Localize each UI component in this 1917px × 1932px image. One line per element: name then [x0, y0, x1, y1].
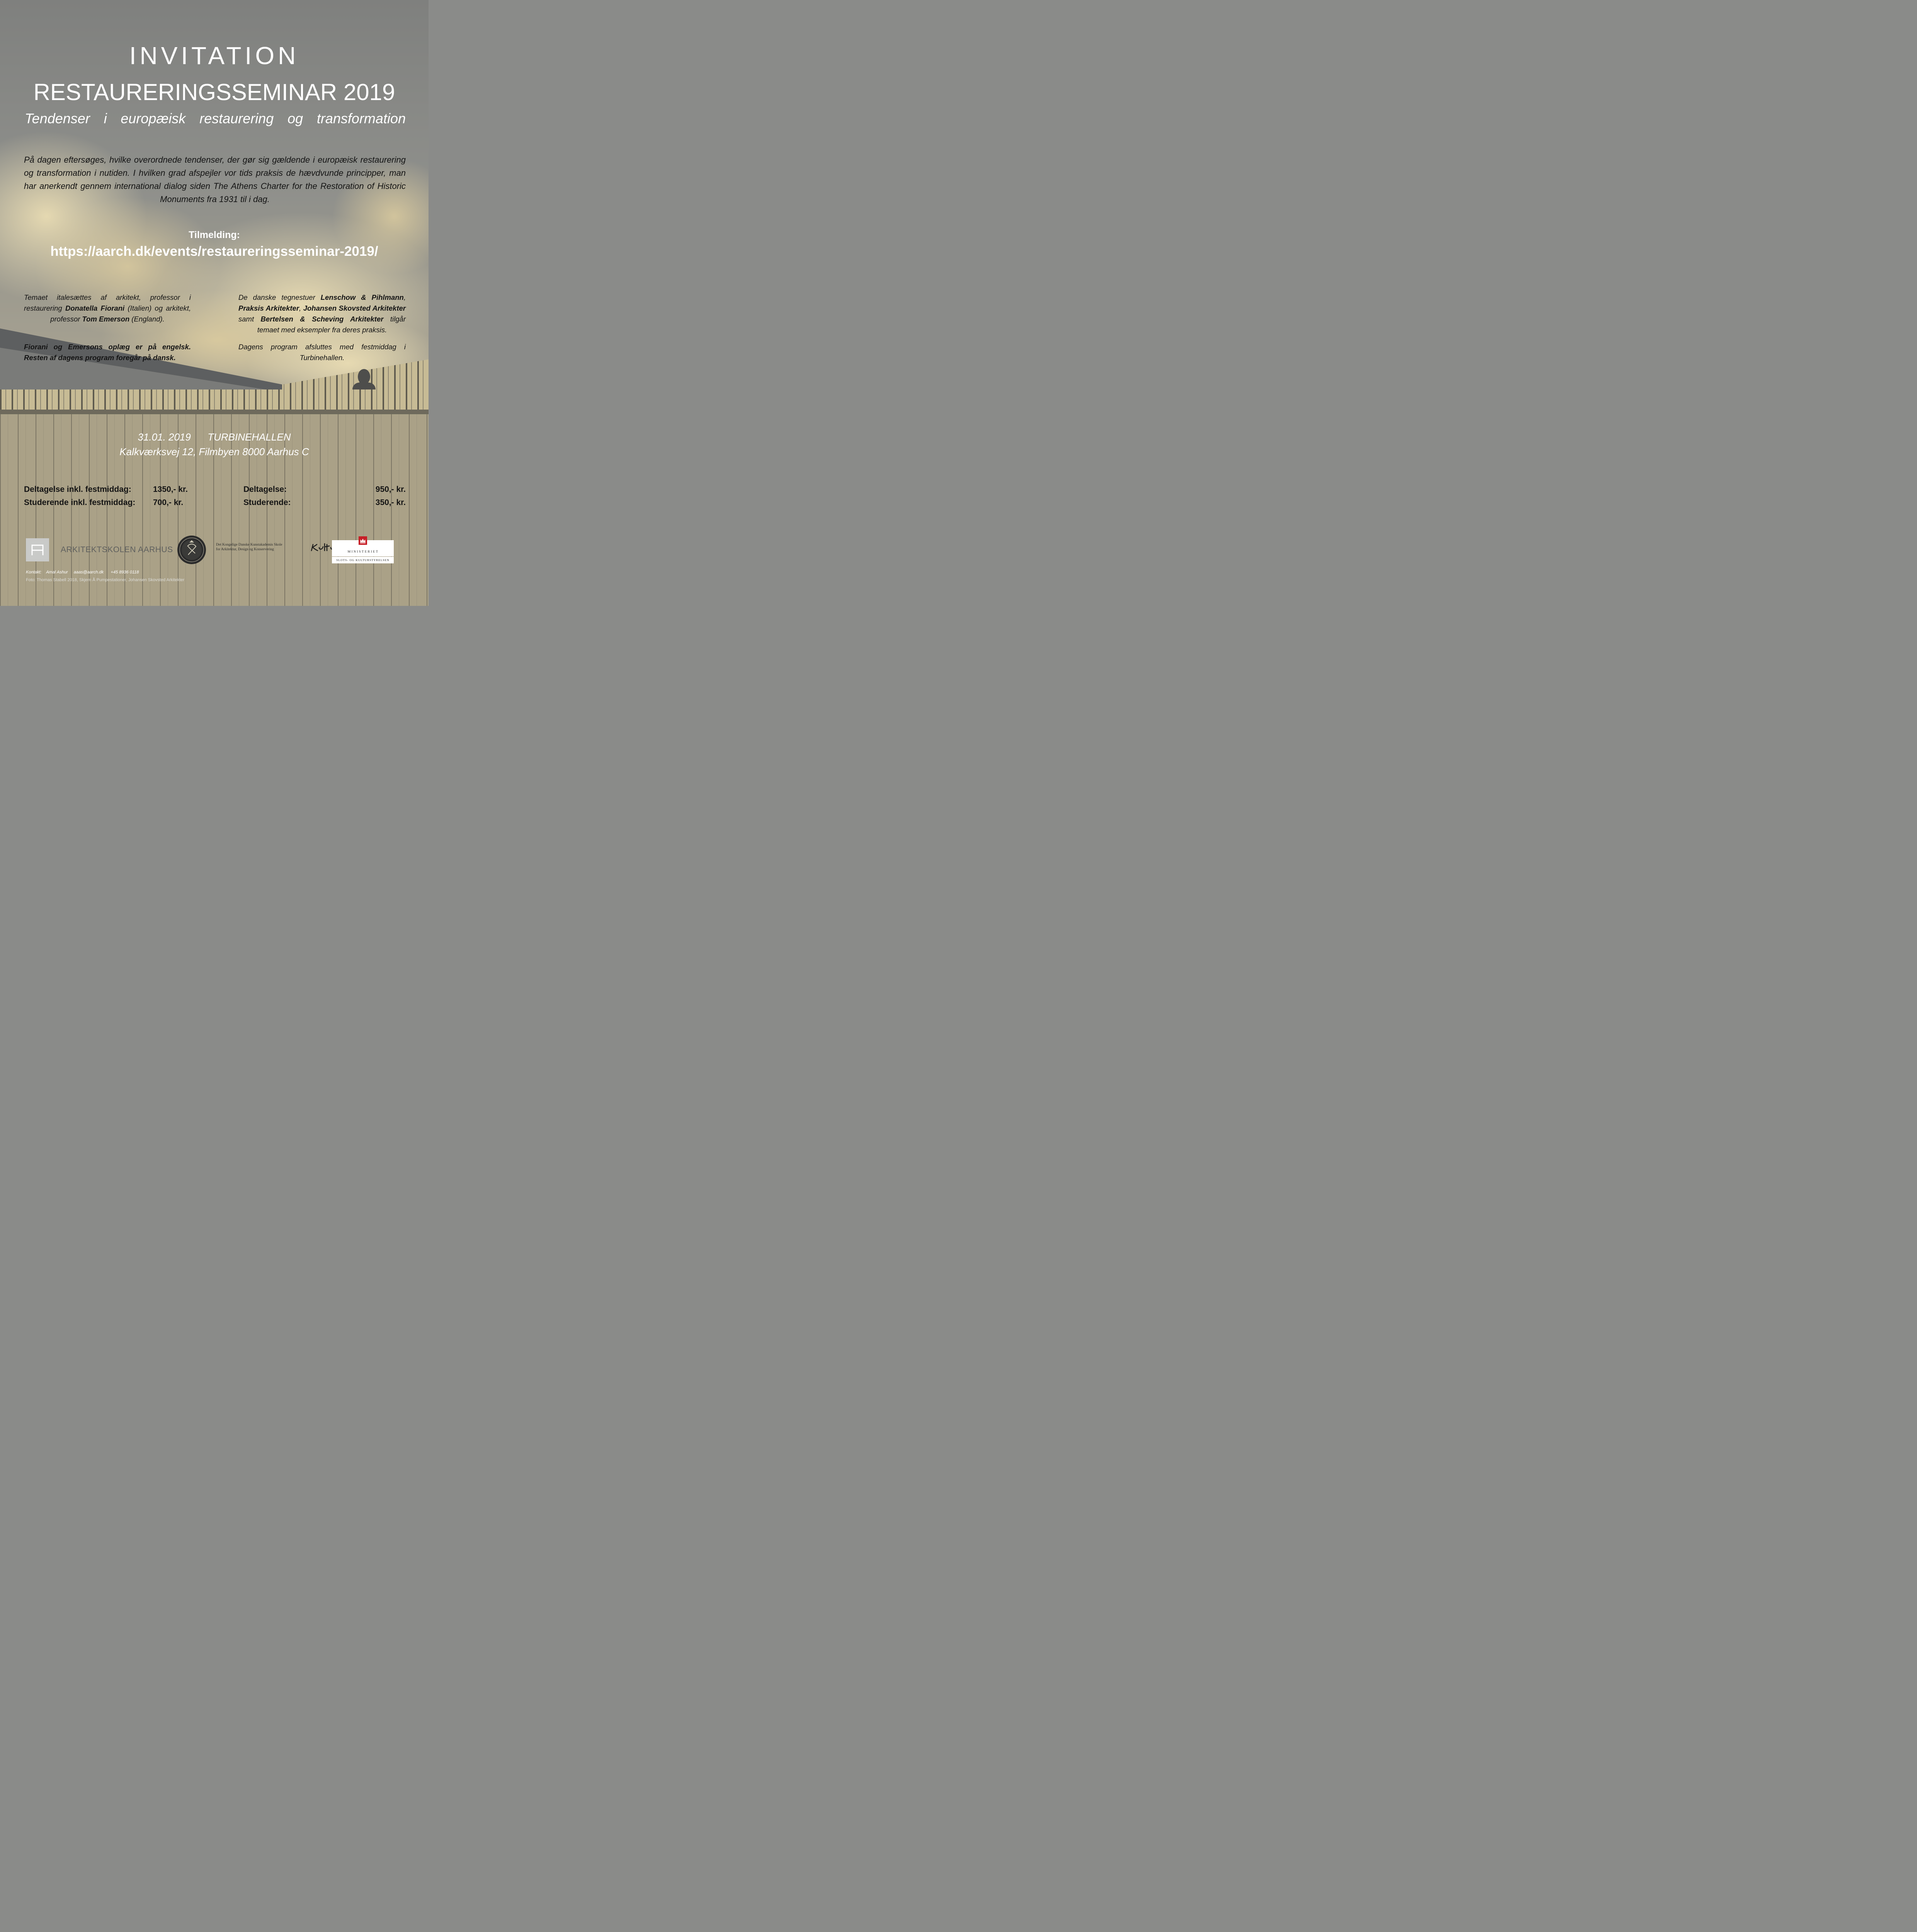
price-value: 700,- kr.: [153, 498, 184, 507]
invitation-heading: INVITATION: [129, 42, 299, 70]
event-date-line: [0, 430, 429, 444]
price-label: Deltagelse inkl. festmiddag:: [24, 485, 131, 494]
speakers-paragraph: [24, 292, 191, 325]
firm-name: Lenschow & Pihlmann: [320, 293, 404, 301]
crown-glyph-icon: [359, 536, 367, 545]
prices-without-dinner: [243, 483, 406, 509]
academy-name-line: Det Kongelige Danske Kunstakademis Skole: [216, 543, 282, 547]
price-label: Deltagelse:: [243, 485, 287, 494]
photo-credit: Foto: Thomas Stabell 2018, Skjern Å Pumpestationer, Johansen Skovsted Arkitekter: [26, 578, 185, 582]
firms-text: tilgår temaet med eksempler fra deres praksis.: [257, 315, 406, 334]
intro-paragraph: På dagen eftersøges, hvilke overordnede tendenser, der gør sig gældende i europæisk restaurering og transformation i nutiden. I hvilken grad afspejler vor tids praksis de hævdvunde principper, man har anerkendt gennem international dialog siden The Athens Charter for the Restoration of Historic Monuments fra 1931 til i dag.: [24, 155, 406, 204]
prices-with-dinner: [24, 483, 217, 509]
event-address: Kalkværksvej 12, Filmbyen 8000 Aarhus C: [119, 446, 309, 457]
seminar-title: RESTAURERINGSSEMINAR 2019: [33, 79, 395, 105]
ministry-word: MINISTERIET: [347, 549, 379, 553]
firms-text: ,: [403, 293, 406, 301]
price-value: 1350,- kr.: [153, 485, 188, 494]
speaker-name: Tom Emerson: [82, 315, 130, 323]
contact-name: Amal Ashur: [46, 570, 68, 575]
price-row: [24, 496, 217, 509]
price-row: [24, 483, 217, 496]
firm-name: Bertelsen & Scheving Arkitekter: [260, 315, 384, 323]
firms-text: De danske tegnestuer: [238, 293, 321, 301]
closing-paragraph: Dagens program afsluttes med festmiddag i Turbinehallen.: [238, 343, 406, 362]
a-letter-icon: [26, 538, 49, 561]
event-venue: TURBINEHALLEN: [208, 431, 291, 443]
firm-name: Johansen Skovsted Arkitekter: [303, 304, 406, 312]
speakers-text: (Italien) og arkitekt, professor: [50, 304, 191, 323]
registration-label: Tilmelding:: [189, 230, 240, 240]
contact-phone: +45 8936 0118: [111, 570, 139, 575]
firms-text: samt: [238, 315, 261, 323]
price-value: 950,- kr.: [375, 485, 406, 494]
price-row: [243, 496, 406, 509]
firms-text: ,: [299, 304, 303, 312]
price-label: Studerende:: [243, 498, 291, 507]
firms-paragraph: [238, 292, 406, 335]
academy-name: [216, 543, 301, 552]
speakers-text: (England).: [129, 315, 165, 323]
contact-email[interactable]: aaas@aarch.dk: [73, 570, 104, 575]
agency-name: SLOTS- OG KULTURSTYRELSEN: [336, 558, 390, 562]
seminar-subtitle: Tendenser i europæisk restaurering og transformation: [25, 111, 406, 126]
contact-label: Kontakt:: [26, 570, 42, 575]
contact-line: [26, 570, 139, 575]
speakers-text: Temaet italesættes af arkitekt, professor i restaurering: [24, 293, 191, 312]
registration-link[interactable]: https://aarch.dk/events/restaureringsseminar-2019/: [50, 244, 378, 259]
price-row: [243, 483, 406, 496]
price-label: Studerende inkl. festmiddag:: [24, 498, 136, 507]
language-note: Fiorani og Emersons oplæg er på engelsk. Resten af dagens program foregår på dansk.: [24, 343, 191, 362]
arkitektskolen-logo-icon: [26, 538, 49, 561]
crown-icon: [359, 536, 367, 545]
firm-name: Praksis Arkitekter: [238, 304, 299, 312]
speakers-column: [24, 292, 191, 363]
academy-seal-icon: [177, 535, 207, 565]
firms-column: [238, 292, 406, 363]
school-name: ARKITEKTSKOLEN AARHUS: [61, 545, 173, 554]
event-date: 31.01. 2019: [138, 431, 191, 443]
speaker-name: Donatella Fiorani: [65, 304, 125, 312]
academy-name-line: for Arkitektur, Design og Konservering: [216, 548, 274, 551]
price-value: 350,- kr.: [375, 498, 406, 507]
